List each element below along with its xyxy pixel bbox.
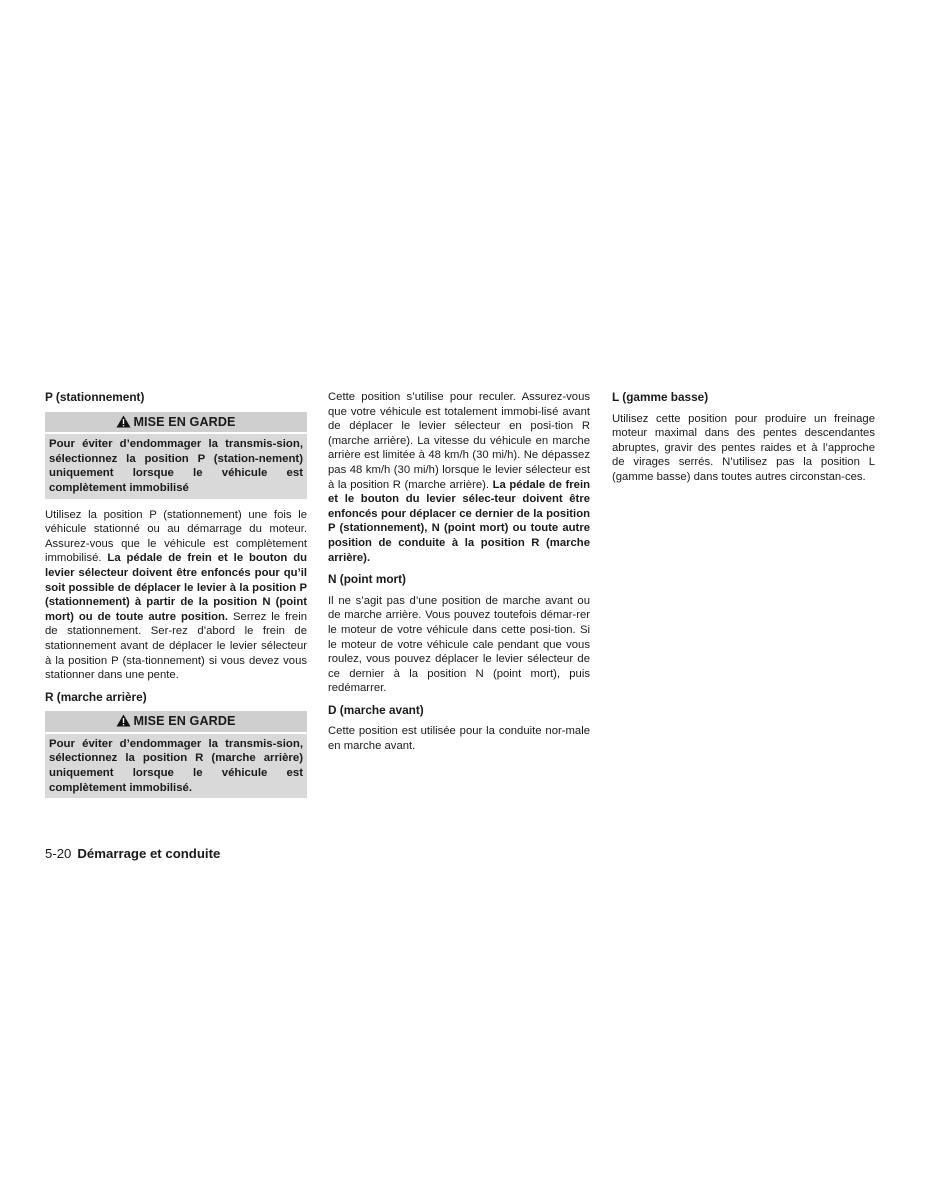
section-heading-d: D (marche avant): [328, 702, 424, 717]
paragraph-l-position: Utilisez cette position pour produire un freinage moteur maximal dans des pentes descendantes abruptes, gravir des pentes raides et à l’approche de virages serrés. N’utilisez pas la position L (gamme basse) dans toutes autres circonstan-ces.: [612, 412, 875, 483]
caution-title: MISE EN GARDE: [133, 414, 236, 429]
text-run-bold: La pédale de frein et le bouton du levier sélec-teur doivent être enfoncés pour déplacer ce dernier de la position P (stationnement), N (point mort) ou toute autre position de conduite à la position R (marche arrière).: [328, 478, 590, 564]
page-footer: [45, 846, 220, 861]
paragraph-p-position: [45, 508, 307, 683]
section-heading-p: P (stationnement): [45, 390, 145, 404]
section-heading-n: N (point mort): [328, 572, 406, 587]
warning-triangle-icon: [116, 415, 131, 428]
column-left: [45, 390, 307, 807]
paragraph-n-position: Il ne s’agit pas d’une position de marche avant ou de marche arrière. Vous pouvez toutefois démar-rer le moteur de votre véhicule dans cette posi-tion. Si le moteur de votre véhicule cale pendant que vous roulez, vous pouvez déplacer le levier sélecteur de ce dernier à la position N (point mort), puis redémarrer.: [328, 594, 590, 695]
paragraph-r-position: [328, 390, 590, 565]
column-middle: [328, 390, 590, 761]
caution-box-r: [45, 711, 307, 798]
caution-header: [45, 412, 307, 435]
caution-text: Pour éviter d’endommager la transmis-sion, sélectionnez la position P (station-nement) uniquement lorsque le véhicule est complètement immobilisé: [49, 438, 303, 494]
caution-text: Pour éviter d’endommager la transmis-sion, sélectionnez la position R (marche arrière) uniquement lorsque le véhicule est complètement immobilisé.: [49, 737, 303, 794]
text-run: Cette position s’utilise pour reculer. Assurez-vous que votre véhicule est totalement immobi-lisé avant de déplacer le levier sélecteur en posi-tion R (marche arrière). La vitesse du véhicule en marche arrière est limitée à 48 km/h (30 mi/h). Ne dépassez pas 48 km/h (30 mi/h) lorsque le levier sélecteur est à la position R (marche arrière).: [328, 391, 590, 491]
paragraph-d-position: Cette position est utilisée pour la conduite nor-male en marche avant.: [328, 725, 590, 753]
text-run: Utilisez la position P (stationnement) une fois le véhicule stationné ou au démarrage du moteur. Assurez-vous que le véhicule est complètement immobilisé.: [45, 508, 307, 565]
warning-triangle-icon: [116, 714, 131, 727]
text-run: Serrez le frein de stationnement. Ser-rez d’abord le frein de stationnement avant de déplacer le levier sélecteur à la position P (sta-tionnement) si vous devez vous stationner dans une pente.: [45, 610, 307, 682]
caution-title: MISE EN GARDE: [133, 714, 236, 729]
section-heading-r: R (marche arrière): [45, 689, 147, 704]
caution-header: [45, 711, 307, 734]
section-title: Démarrage et conduite: [77, 846, 221, 861]
column-right: [612, 390, 875, 492]
text-run-bold: La pédale de frein et le bouton du levier sélecteur doivent être enfoncés pour qu’il soit possible de déplacer le levier à la position P (stationnement) à partir de la position N (point mort) ou de toute autre position.: [45, 552, 308, 623]
caution-box-p: [45, 412, 307, 499]
page-number: 5-20: [45, 846, 72, 861]
section-heading-l: L (gamme basse): [612, 390, 709, 404]
